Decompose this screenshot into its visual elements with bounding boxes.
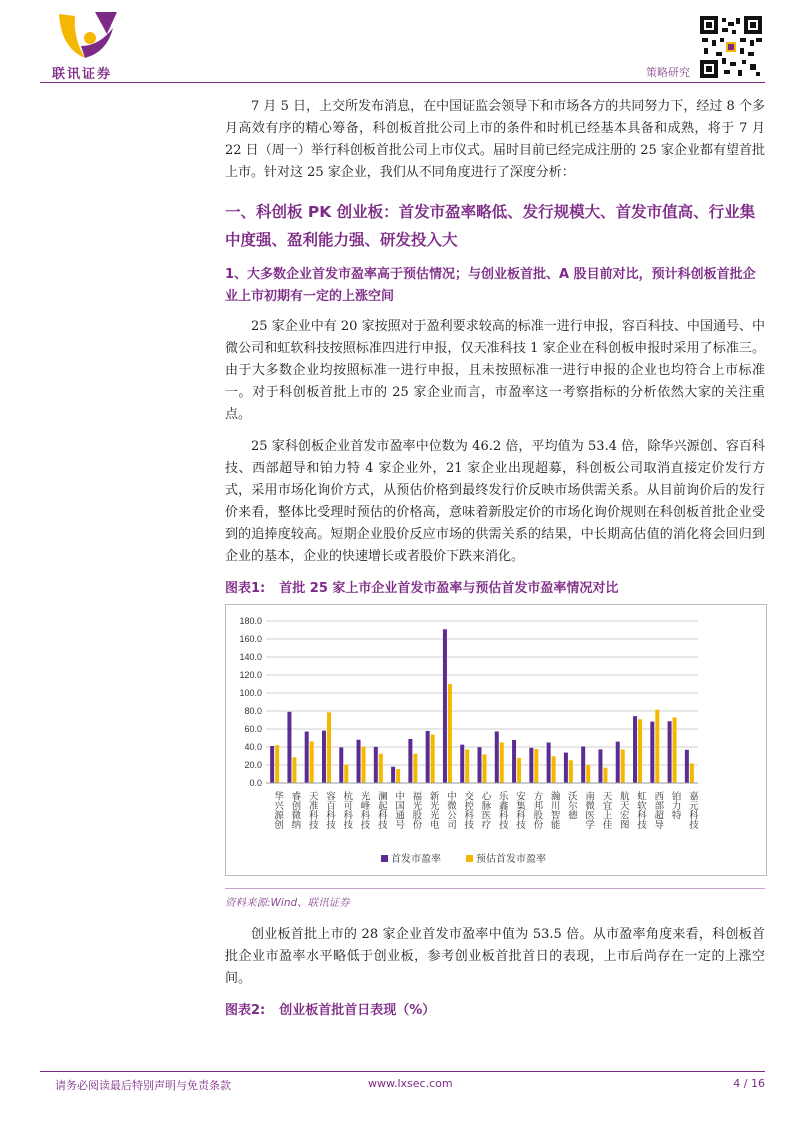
bar-estimated-pe [552,756,556,783]
bar-actual-pe [270,746,274,783]
bar-actual-pe [391,767,395,783]
x-tick-label: 光峰科技 [358,791,370,829]
paragraph-2: 25 家科创板企业首发市盈率中位数为 46.2 倍，平均值为 53.4 倍，除华兴源创、容百科技、西部超导和铂力特 4 家企业外，21 家企业出现超募，科创板公司取消直接定价发行方式，采用市场化询价方式，从预估价格到最终发行价反映市场供需关系。从目前询价后的发行价来看，整体比受理时预估的价格高，意味着新股定价的市场化询价规则在科创板首批企业受到的追捧度较高。短期企业股价反应市场的供需关系的结果，中长期高估值的消化将会回归到企业的基本，企业的快速增长或者股价下跌来消化。 [225,439,765,564]
y-tick-label: 140.0 [239,652,262,662]
bar-actual-pe [443,629,447,783]
bar-estimated-pe [310,741,314,783]
figure2-caption: 创业板首批首日表现（%） [279,1003,436,1018]
x-tick-label: 安集科技 [514,791,526,829]
x-tick-label: 西部超导 [652,791,664,829]
x-tick-label: 天准科技 [306,791,318,829]
bar-actual-pe [529,748,533,783]
bar-actual-pe [547,743,551,784]
x-tick-label: 杭可科技 [341,791,353,829]
bar-estimated-pe [621,749,625,783]
bar-actual-pe [581,746,585,783]
subsection-heading: 1、大多数企业首发市盈率高于预估情况；与创业板首批、A 股目前对比，预计科创板首批企业上市初期有一定的上涨空间 [225,267,756,304]
bar-actual-pe [460,745,464,783]
bar-actual-pe [426,731,430,783]
y-tick-label: 60.0 [244,724,262,734]
brand-name: 联讯证券 [52,67,113,82]
x-tick-label: 沃尔德 [565,791,577,820]
bar-actual-pe [305,732,309,783]
bar-actual-pe [322,731,326,783]
bar-estimated-pe [431,734,435,783]
bar-chart [226,605,766,875]
x-tick-label: 容百科技 [323,791,335,829]
bar-actual-pe [478,747,482,783]
figure1-label: 图表1: [225,581,266,596]
bar-actual-pe [495,731,499,783]
x-tick-label: 交控科技 [462,791,474,829]
bar-actual-pe [287,712,291,783]
section-tag: 策略研究 [646,66,690,79]
bar-estimated-pe [673,717,677,783]
bar-actual-pe [408,739,412,783]
bar-estimated-pe [327,712,331,783]
bar-estimated-pe [569,760,573,783]
y-tick-label: 20.0 [244,760,262,770]
bar-estimated-pe [603,768,607,783]
x-tick-label: 华兴源创 [272,791,284,829]
x-tick-label: 嘉元科技 [686,791,698,829]
x-tick-label: 乐鑫科技 [496,791,508,829]
bar-actual-pe [633,716,637,783]
bar-estimated-pe [465,749,469,783]
y-tick-label: 40.0 [244,742,262,752]
bar-estimated-pe [690,763,694,783]
x-tick-label: 中微公司 [444,791,456,829]
x-tick-label: 虹软科技 [635,791,647,829]
bar-estimated-pe [413,754,417,783]
x-tick-label: 天宜上佳 [600,791,612,829]
bar-actual-pe [357,740,361,783]
paragraph-intro: 7 月 5 日，上交所发布消息，在中国证监会领导下和市场各方的共同努力下，经过 8 个多月高效有序的精心筹备，科创板首批公司上市的条件和时机已经基本具备和成熟，将于 7 月 22 日（周一）举行科创板首批公司上市仪式。届时目前已经完成注册的 25 家企业都有望首批上市。针对这 25 家企业，我们从不同角度进行了深度分析： [225,99,765,180]
section-heading: 一、科创板 PK 创业板：首发市盈率略低、发行规模大、首发市值高、行业集中度强、盈利能力强、研发投入大 [225,203,756,249]
bar-estimated-pe [500,742,504,783]
bar-estimated-pe [362,747,366,783]
bar-estimated-pe [483,754,487,783]
company-logo-icon [55,8,125,66]
x-tick-label: 心脉医疗 [479,791,491,829]
main-content [225,96,765,1026]
bar-actual-pe [374,747,378,783]
bar-estimated-pe [344,764,348,783]
qr-code-icon [700,16,762,78]
legend-swatch [466,855,473,862]
x-tick-label: 南微医学 [583,791,595,829]
x-tick-label: 航天宏图 [617,791,629,829]
x-tick-label: 方邦股份 [531,791,543,829]
bar-actual-pe [685,750,689,783]
figure1-source: 资料来源:Wind、联讯证券 [225,888,765,910]
x-tick-label: 瀚川智能 [548,791,560,829]
bar-actual-pe [564,753,568,783]
bar-actual-pe [668,721,672,783]
footer-url-link[interactable]: www.lxsec.com [368,1077,453,1090]
x-tick-label: 睿创微纳 [289,791,301,829]
bar-actual-pe [339,747,343,783]
paragraph-3: 创业板首批上市的 28 家企业首发市盈率中值为 53.5 倍。从市盈率角度来看，科创板首批企业市盈率水平略低于创业板，参考创业板首批首日的表现，上市后尚存在一定的上涨空间。 [225,927,765,986]
footer-divider [40,1071,765,1072]
bar-estimated-pe [586,765,590,783]
legend-label: 预估首发市盈率 [476,854,546,865]
x-tick-label: 福光股份 [410,791,422,829]
bar-estimated-pe [448,684,452,783]
bar-estimated-pe [379,754,383,783]
figure2-title [225,1000,765,1022]
bar-estimated-pe [517,758,521,783]
legend-label: 首发市盈率 [391,854,441,865]
bar-estimated-pe [638,719,642,783]
figure1-caption: 首批 25 家上市企业首发市盈率与预估首发市盈率情况对比 [279,581,619,596]
y-tick-label: 100.0 [239,688,262,698]
bar-estimated-pe [292,757,296,783]
bar-actual-pe [650,722,654,783]
y-tick-label: 80.0 [244,706,262,716]
x-tick-label: 澜起科技 [375,791,387,829]
x-tick-label: 中国通号 [393,791,405,829]
bar-estimated-pe [396,769,400,783]
bar-estimated-pe [275,745,279,783]
legend-swatch [381,855,388,862]
figure2-label: 图表2: [225,1003,266,1018]
y-tick-label: 160.0 [239,634,262,644]
x-tick-label: 新光光电 [427,791,439,829]
y-tick-label: 0.0 [249,778,262,788]
page-number: 4 / 16 [733,1077,765,1090]
paragraph-1: 25 家企业中有 20 家按照对于盈利要求较高的标准一进行申报，容百科技、中国通号、中微公司和虹软科技按照标准四进行申报，仅天准科技 1 家企业在科创板申报时采用了标准三。由于大多数企业均按照标准一进行申报，且未按照标准一进行申报的企业也均符合上市标准一。对于科创板首批上市的 25 家企业而言，市盈率这一考察指标的分析依然大家的关注重点。 [225,319,765,422]
footer-disclaimer-link[interactable]: 请务必阅读最后特别声明与免责条款 [55,1079,231,1092]
bar-actual-pe [598,749,602,783]
x-tick-label: 铂力特 [669,791,681,820]
chart-container [225,604,767,876]
header-divider [40,82,765,83]
bar-estimated-pe [534,749,538,783]
y-tick-label: 120.0 [239,670,262,680]
figure1-title [225,578,765,600]
y-tick-label: 180.0 [239,616,262,626]
page-header [0,0,800,86]
bar-actual-pe [512,740,516,783]
bar-actual-pe [616,742,620,783]
bar-estimated-pe [655,710,659,783]
